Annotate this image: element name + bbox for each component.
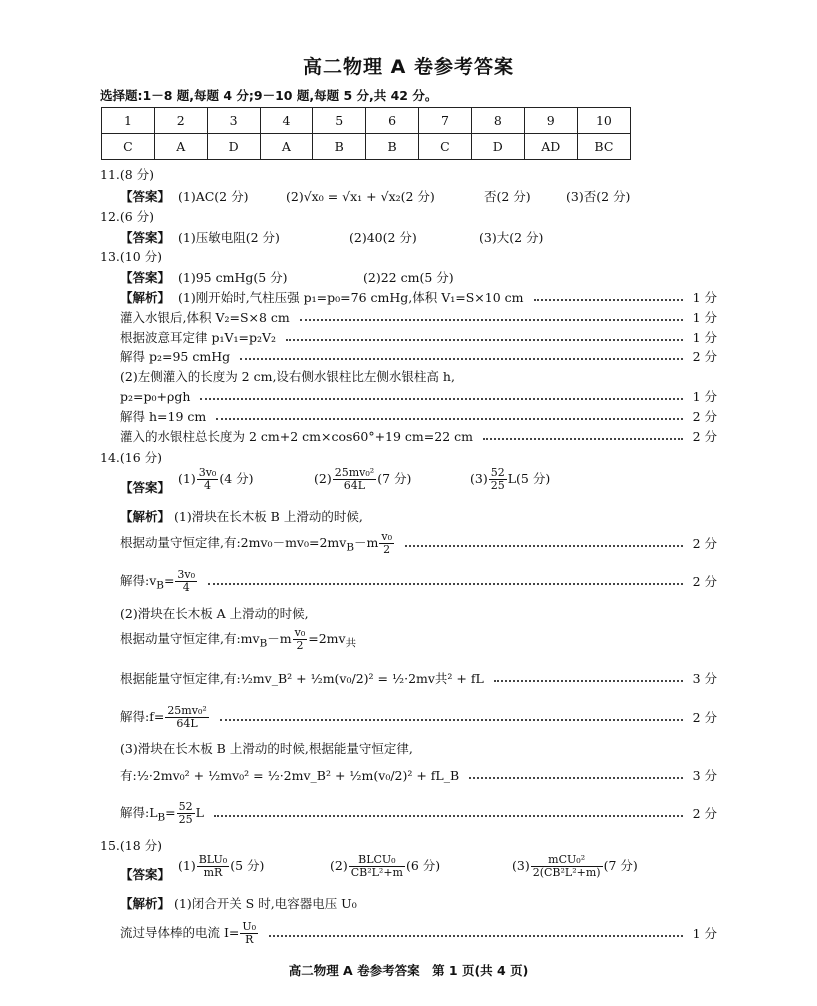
answer-cell: AD: [524, 134, 577, 160]
question-number-cell: 3: [207, 108, 260, 134]
q14-part-3: (3)滑块在长木板 B 上滑动的时候,根据能量守恒定律,: [120, 741, 413, 756]
leader-dots: [469, 777, 682, 779]
page-title: 高二物理 A 卷参考答案: [303, 56, 514, 78]
q15-answer-3: (3) $\frac{\text{mCU₀²}}{\text{2(CB²L²+m)}}$ (7 分): [512, 853, 638, 879]
leader-dots: [483, 438, 683, 440]
fraction: $\frac{\text{3v₀}}{4}$: [198, 466, 217, 492]
q15-analysis: 【解析】 (1)闭合开关 S 时,电容器电压 U₀: [120, 896, 357, 911]
q13-answer-1: (1)95 cmHg(5 分): [178, 270, 288, 285]
leader-dots: [208, 583, 683, 585]
q12-answer-1: (1)压敏电阻(2 分): [178, 230, 280, 245]
q14-line-5: 解得:f= $\frac{\text{25mv₀²}}{64L}$ 2 分: [120, 703, 717, 730]
q15-answer-2: (2) $\frac{\text{BLCU₀}}{\text{CB²L²+m}}$ (6 分): [330, 853, 441, 879]
fraction: $\frac{\text{25mv₀²}}{64L}$: [167, 703, 207, 730]
question-number-cell: 2: [154, 108, 207, 134]
leader-dots: [494, 680, 683, 682]
fraction: $\frac{\text{BLCU₀}}{\text{CB²L²+m}}$: [350, 853, 403, 879]
leader-dots: [300, 319, 683, 321]
q14-analysis: 【解析】 (1)滑块在长木板 B 上滑动的时候,: [120, 509, 363, 524]
answer-cell: D: [471, 134, 524, 160]
question-number-cell: 5: [313, 108, 366, 134]
q15-line-1: 流过导体棒的电流 I= $\frac{\text{U₀}}{R}$ 1 分: [120, 919, 717, 946]
leader-dots: [286, 339, 683, 341]
q14-answer-3: (3) $\frac{52}{25}$ L(5 分): [470, 466, 551, 492]
q13-analysis-line: 解得 p₂=95 cmHg 2 分: [120, 349, 717, 364]
q13-answer-2: (2)22 cm(5 分): [363, 270, 454, 285]
answer-cell: C: [102, 134, 155, 160]
q14-line-4: 根据能量守恒定律,有:½mv_B² + ½m(v₀/2)² = ½·2mv共² + fL 3 分: [120, 671, 717, 686]
q13-analysis-tag: 【解析】: [120, 290, 171, 305]
leader-dots: [216, 418, 682, 420]
fraction: $\frac{\text{U₀}}{R}$: [242, 919, 257, 946]
q15-answer-1: (1) $\frac{\text{BLU₀}}{mR}$ (5 分): [178, 853, 265, 879]
question-number-cell: 6: [366, 108, 419, 134]
answer-cell: C: [419, 134, 472, 160]
q13-analysis-line: (2)左侧灌入的长度为 2 cm,设右侧水银柱比左侧水银柱高 h,: [120, 369, 455, 384]
q12-answer-tag: 【答案】: [120, 230, 171, 245]
q14-line-7: 解得$:L_B=$ $\frac{52}{25}$ L 2 分: [120, 799, 717, 826]
table-row-numbers: [102, 108, 631, 134]
question-number-cell: 1: [102, 108, 155, 134]
q11-answer-2b: 否(2 分): [484, 189, 531, 204]
question-number-cell: 8: [471, 108, 524, 134]
q11-answer-2: (2)√x₀ = √x₁ + √x₂(2 分): [286, 189, 435, 204]
q12-answer-3: (3)大(2 分): [479, 230, 544, 245]
q15-answer-tag: 【答案】: [120, 867, 171, 882]
fraction: $\frac{\text{25mv₀²}}{64L}$: [334, 466, 375, 492]
answer-cell: D: [207, 134, 260, 160]
q13-analysis-line: 灌入水银后,体积 V₂=S×8 cm 1 分: [120, 310, 717, 325]
q13-analysis-line: 灌入的水银柱总长度为 2 cm+2 cm×cos60°+19 cm=22 cm 2 分: [120, 429, 717, 444]
q13-analysis-line: 根据波意耳定律 p₁V₁=p₂V₂ 1 分: [120, 330, 717, 345]
q11-heading: 11.(8 分): [100, 167, 155, 182]
q13-analysis-line: (1)刚开始时,气柱压强 p₁=p₀=76 cmHg,体积 V₁=S×10 cm 1 分: [178, 290, 717, 305]
choice-answer-table: [101, 107, 631, 160]
leader-dots: [240, 358, 682, 360]
page-footer: 高二物理 A 卷参考答案 第 1 页(共 4 页): [288, 963, 529, 978]
fraction: $\frac{\text{v₀}}{2}$: [381, 529, 392, 556]
q14-line-2: 解得$:v_B=$ $\frac{\text{3v₀}}{4}$ 2 分: [120, 567, 717, 594]
choice-intro: 选择题:1－8 题,每题 4 分;9－10 题,每题 5 分,共 42 分。: [100, 88, 438, 103]
question-number-cell: 7: [419, 108, 472, 134]
q13-heading: 13.(10 分): [100, 249, 163, 264]
q14-line-3: 根据动量守恒定律,有$:mv_B-m$ $\frac{\text{v₀}}{2}$ $=2mv_共$: [120, 625, 356, 652]
answer-cell: BC: [577, 134, 630, 160]
q15-heading: 15.(18 分): [100, 838, 163, 853]
answer-cell: B: [366, 134, 419, 160]
leader-dots: [220, 719, 683, 721]
q13-analysis-line: p₂=p₀+ρgh 1 分: [120, 388, 717, 404]
q14-answer-1: (1) $\frac{\text{3v₀}}{4}$ (4 分): [178, 466, 254, 492]
q11-answer-3: (3)否(2 分): [566, 189, 631, 204]
fraction: $\frac{52}{25}$: [490, 466, 505, 492]
answer-cell: A: [154, 134, 207, 160]
fraction: $\frac{\text{mCU₀²}}{\text{2(CB²L²+m)}}$: [532, 853, 601, 879]
q13-answer-tag: 【答案】: [120, 270, 171, 285]
q14-heading: 14.(16 分): [100, 450, 163, 465]
leader-dots: [269, 935, 682, 937]
fraction: $\frac{\text{v₀}}{2}$: [294, 625, 306, 652]
q11-answer-tag: 【答案】: [120, 189, 171, 204]
question-number-cell: 10: [577, 108, 630, 134]
q14-line-1: 根据动量守恒定律,有$:2mv_0-mv_0=2mv_B-m$ $\frac{\text{v₀}}{2}$ 2 分: [120, 529, 717, 556]
q13-analysis-line: 解得 h=19 cm 2 分: [120, 409, 717, 424]
q14-answer-tag: 【答案】: [120, 480, 171, 495]
q11-answer-1: (1)AC(2 分): [178, 189, 249, 204]
fraction: $\frac{\text{3v₀}}{4}$: [177, 567, 196, 594]
answer-cell: A: [260, 134, 313, 160]
fraction: $\frac{\text{BLU₀}}{mR}$: [198, 853, 228, 879]
leader-dots: [200, 398, 682, 400]
q14-part-2: (2)滑块在长木板 A 上滑动的时候,: [120, 606, 309, 621]
leader-dots: [405, 545, 683, 547]
table-row-answers: [102, 134, 631, 160]
leader-dots: [214, 815, 683, 817]
fraction: $\frac{52}{25}$: [178, 799, 193, 826]
q12-answer-2: (2)40(2 分): [349, 230, 417, 245]
q14-answer-2: (2) $\frac{\text{25mv₀²}}{64L}$ (7 分): [314, 466, 412, 492]
q12-heading: 12.(6 分): [100, 209, 155, 224]
leader-dots: [534, 299, 683, 301]
question-number-cell: 9: [524, 108, 577, 134]
question-number-cell: 4: [260, 108, 313, 134]
answer-cell: B: [313, 134, 366, 160]
q14-line-6: 有:½·2mv₀² + ½mv₀² = ½·2mv_B² + ½m(v₀/2)² + fL_B 3 分: [120, 768, 717, 783]
